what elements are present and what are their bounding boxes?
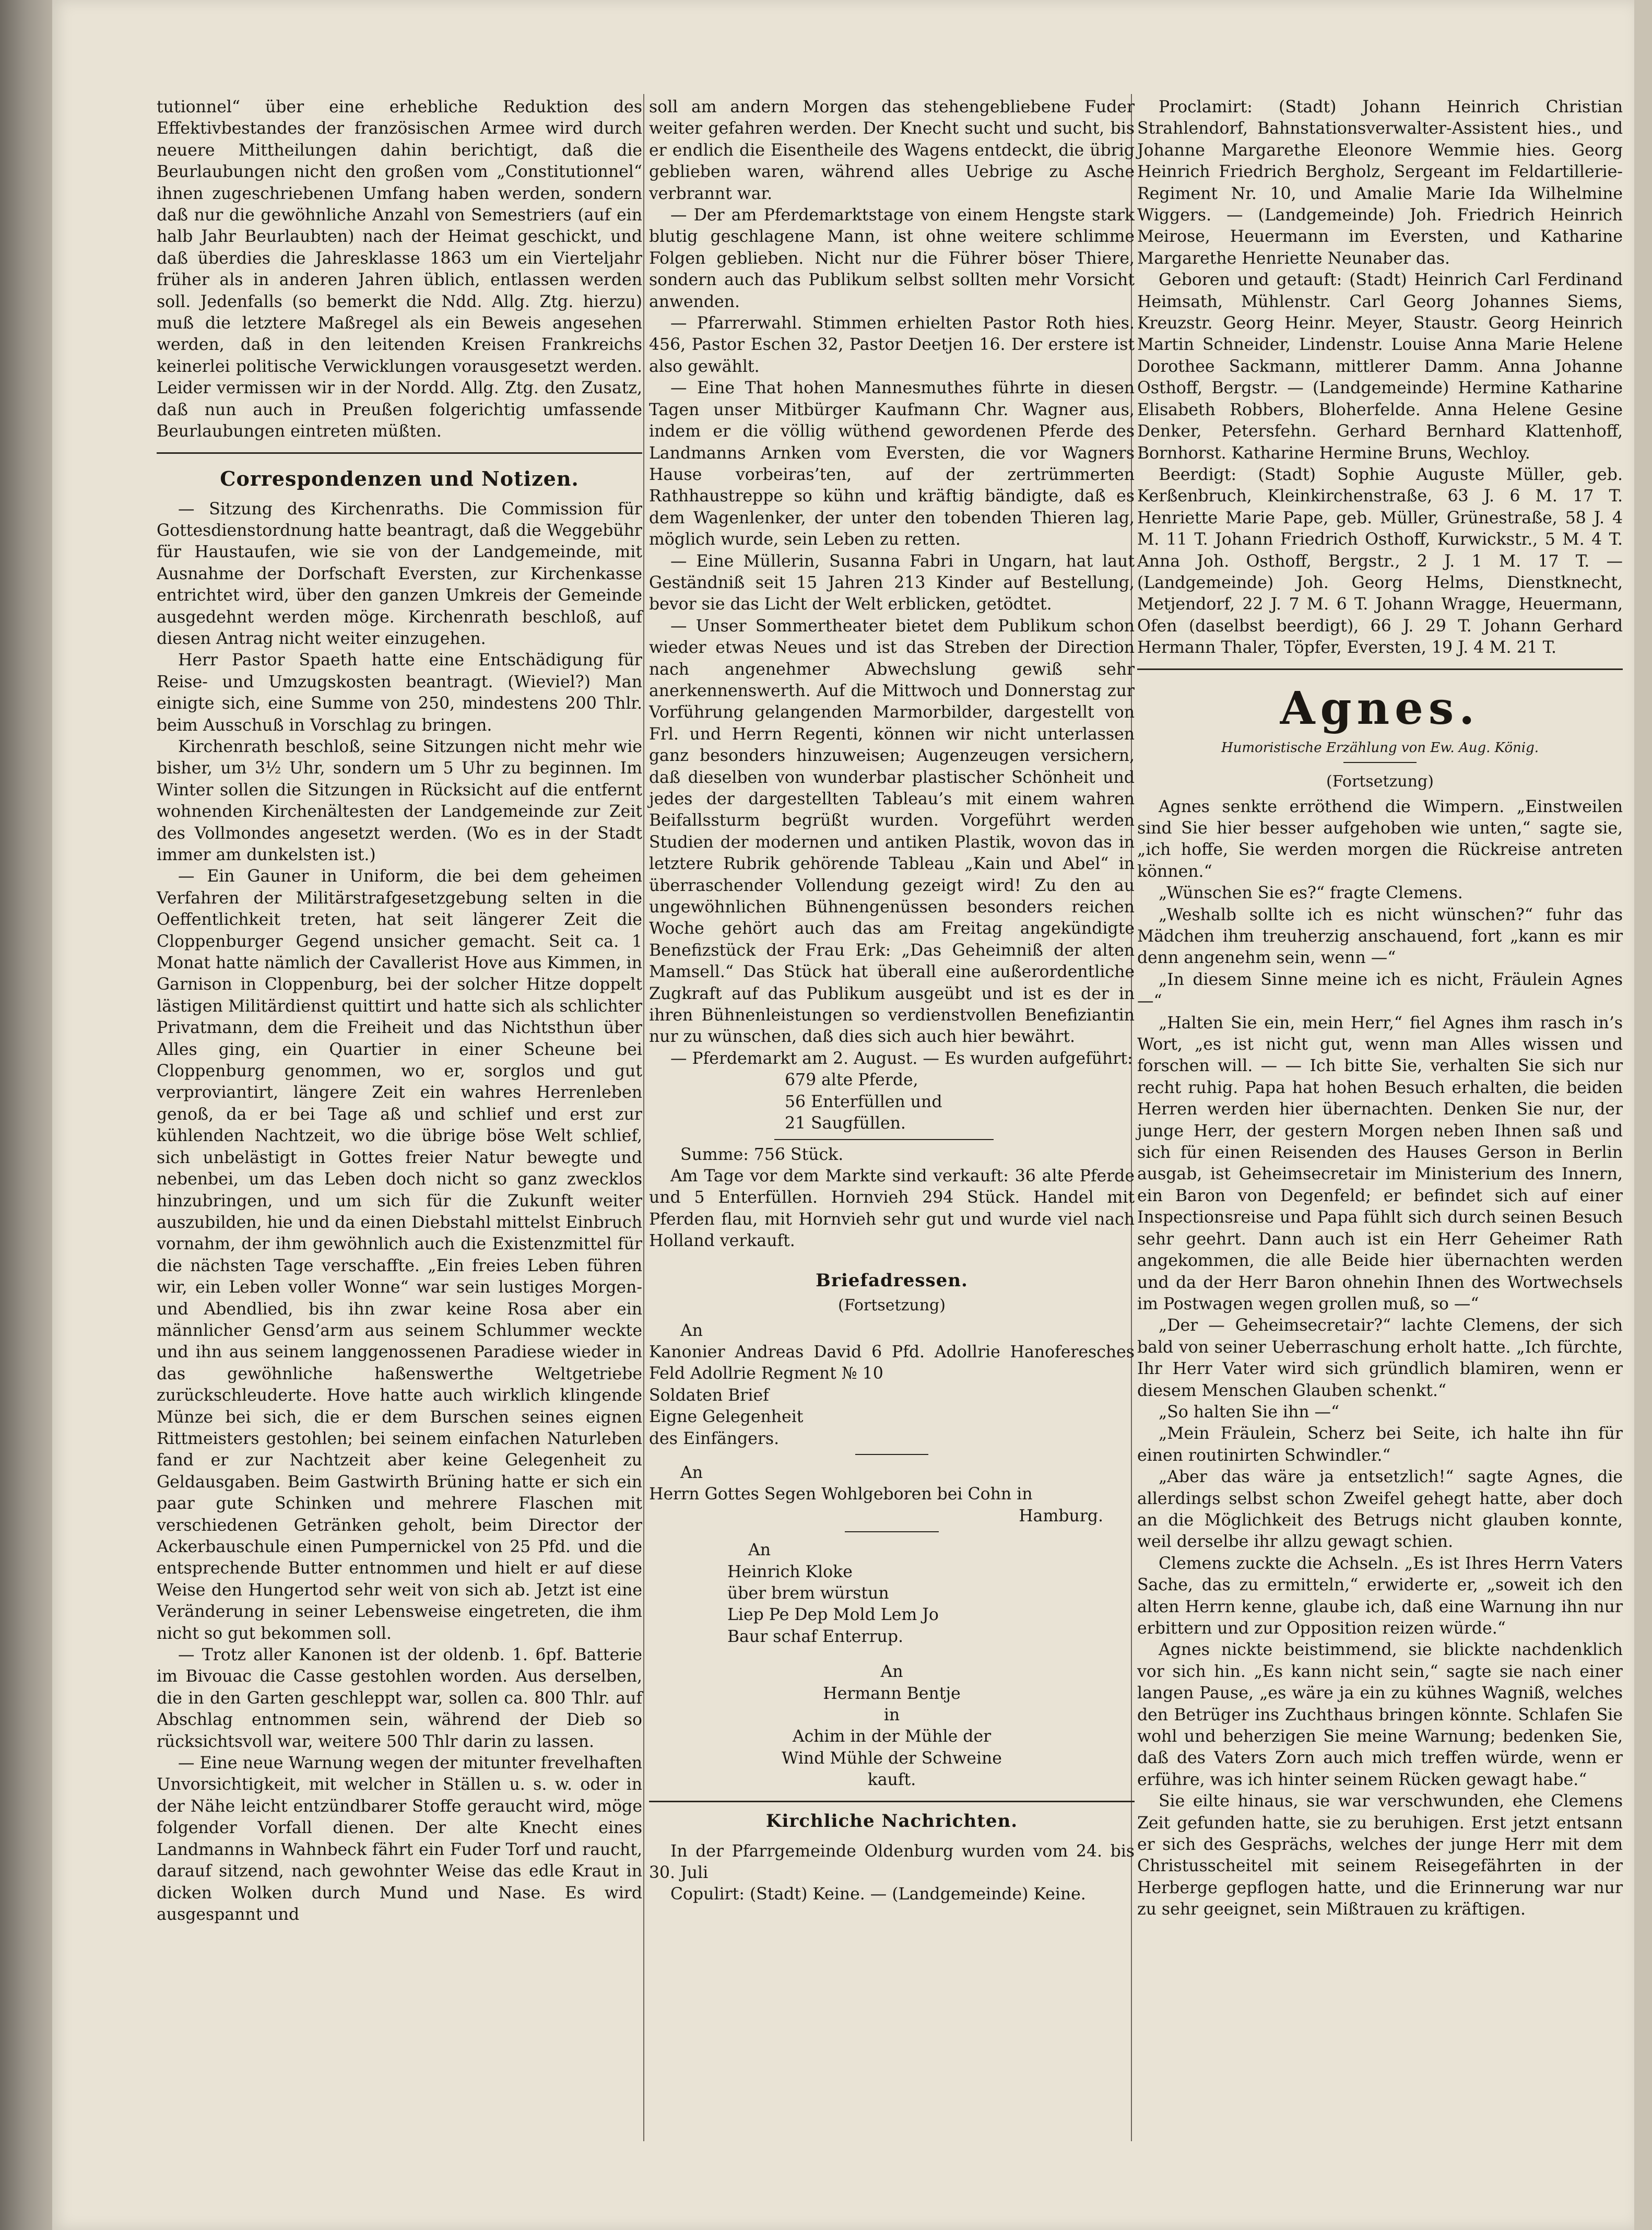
- address-line: Baur schaf Enterrup.: [727, 1627, 903, 1646]
- notice-wagner: — Eine That hohen Mannesmuthes führte in diesen Tagen unser Mitbürger Kaufmann Chr. Wagner aus, indem er die völlig wüthend gewordenen Pferde des Landmanns Arnken vom Eversten, die vor Wagners Hause vorbeiras’ten, auf der zertrümmerten Rathhaustreppe so kühn und kräftig bändigte, daß es dem Wagenlenker, der unter den tobenden Thieren lag, möglich wurde, sein Leben zu retten.: [649, 379, 1135, 549]
- address-block-2: [649, 1462, 1135, 1527]
- market-list: [649, 1070, 1135, 1134]
- address-block-3: [649, 1540, 1135, 1648]
- story-paragraph: „Der — Geheimsecretair?“ lachte Clemens, der sich bald von seiner Ueberraschung erholt hatte. „Ich fürchte, Ihr Herr Vater wird sich gründlich blamiren, wenn er diesem Menschen Glauben schenkt.“: [1137, 1316, 1623, 1400]
- notice-gauner: — Ein Gauner in Uniform, die bei dem geheimen Verfahren der Militärstrafgesetzgebung selten in die Oeffentlichkeit treten, hat seit längerer Zeit die Cloppenburger Gegend unsicher gemacht. Seit ca. 1 Monat hatte nämlich der Cavallerist Hove aus Kimmen, in Garnison in Cloppenburg, bei der solcher Hitze doppelt lästigen Militärdienst quittirt und hatte sich als schlichter Privatmann, dem die Freiheit und das Nichtsthun über Alles ging, ein Quartier in einer Scheune bei Cloppenburg genommen, wo er, sorglos und gut verproviantirt, längere Zeit ein wahres Herrenleben genoß, da er bei Tage aß und schlief und erst zur kühlenden Nachtzeit, wo die übrige böse Welt schlief, sich unbelästigt in Gottes freier Natur bewegte und nebenbei, um das Leben doch nicht so ganz zwecklos hinzubringen, und um sich für die Zukunft weiter auszubilden, hie und da einen Diebstahl mittelst Einbruch vornahm, der ihm gewöhnlich auch die Existenzmittel für die nächsten Tage verschaffte. „Ein freies Leben führen wir, ein Leben voller Wonne“ war sein lustiges Morgen- und Abendlied, bis ihn zwar keine Rosa aber ein männlicher Gensd’arm aus seinem Schlummer weckte und ihn aus seinem langgenossenen Paradiese wieder in das gewöhnliche haßenswerthe Weltgetriebe zurückschleuderte. Hove hatte auch wirklich klingende Münze bei sich, die er dem Burschen seines eignen Rittmeisters gestohlen; bei seinem einfachen Naturleben fand er zur Nachtzeit aber keine Gelegenheit zu Geldausgaben. Beim Gastwirth Brüning hatte er sich ein paar gute Schinken und mehrere Flaschen mit verschiedenen Getränken geholt, beim Director der Ackerbauschule einen Pumpernickel von 25 Pfd. und die entsprechende Butter entnommen und hielt er auf diese Weise den Hungertod sehr weit von sich ab. Jetzt ist eine Veränderung in seiner Lebensweise eingetreten, die ihm nicht so gut bekommen soll.: [157, 867, 642, 1643]
- beerdigt: Beerdigt: (Stadt) Sophie Auguste Müller, geb. Kerßenbruch, Kleinkirchenstraße, 63 J. 6 M. 17 T. Henriette Marie Pape, geb. Müller, Grünestraße, 58 J. 4 M. 11 T. Johann Friedrich Osthoff, Kurwickstr., 5 M. 4 T. Anna Joh. Osthoff, Bergstr., 2 J. 1 M. 17 T. — (Landgemeinde) Joh. Georg Helms, Dienstknecht, Metjendorf, 22 J. 7 M. 6 T. Johann Wragge, Heuermann, Ofen (daselbst beerdigt), 66 J. 29 T. Johann Gerhard Hermann Thaler, Töpfer, Eversten, 19 J. 4 M. 21 T.: [1137, 465, 1623, 658]
- address-line: Eigne Gelegenheit: [649, 1407, 804, 1427]
- address-line: An: [880, 1662, 903, 1682]
- section-rule: [1137, 668, 1623, 670]
- story-paragraph: Sie eilte hinaus, sie war verschwunden, ehe Clemens Zeit gefunden hatte, sie zu beruhigen. Erst jetzt entsann er sich des Gesprächs, welches der junge Herr mit dem Christusscheitel mit seinem Reisegefährten in der Herberge gepflogen hatte, und die Erinnerung war nur zu sehr geeignet, sein Mißtrauen zu kräftigen.: [1137, 1792, 1623, 1919]
- story-paragraph: „Halten Sie ein, mein Herr,“ fiel Agnes ihm rasch in’s Wort, „es ist nicht gut, wenn man Alles wissen und forschen will. — — Ich bitte Sie, verhalten Sie sich nur recht ruhig. Papa hat hohen Besuch erhalten, die beiden Herren werden hier übernachten. Denken Sie nur, der junge Herr, der gestern Morgen neben Ihnen saß und sich für einen Reisenden des Hauses Gerson in Berlin ausgab, ist Geheimsecretair im Ministerium des Innern, ein Baron von Degenfeld; er befindet sich auf einer Inspectionsreise und Papa fühlt sich durch seinen Besuch sehr geehrt. Dann auch ist ein Herr Geheimer Rath angekommen, die alle Beide hier übernachten werden und da der Herr Baron ohnehin Ihnen des Wortwechsels im Postwagen wegen grollen muß, so —“: [1137, 1013, 1623, 1313]
- address-line: Kanonier Andreas David 6 Pfd. Adollrie Hanoferesches Feld Adollrie Regment № 10: [649, 1342, 1135, 1383]
- heading-kirchliche-nachrichten: Kirchliche Nachrichten.: [765, 1810, 1018, 1832]
- story-paragraph: „Wünschen Sie es?“ fragte Clemens.: [1158, 884, 1463, 903]
- notice-muellerin: — Eine Müllerin, Susanna Fabri in Ungarn, hat laut Geständniß seit 15 Jahren 213 Kinder auf Bestellung, bevor sie das Licht der Welt erblicken, getödtet.: [649, 551, 1135, 614]
- notice-kanonen: — Trotz aller Kanonen ist der oldenb. 1. 6pf. Batterie im Bivouac die Casse gestohlen worden. Aus derselben, die in den Garten geschleppt war, sollen ca. 800 Thlr. auf Abschlag entnommen sein, während der Dieb so rücksichtsvoll war, weitere 500 Thlr darin zu lassen.: [157, 1646, 642, 1751]
- article-continuation: tutionnel“ über eine erhebliche Reduktion des Effektivbestandes der französischen Armee wird durch neuere Mittheilungen dahin berichtigt, daß die Beurlaubungen nicht den großen vom „Constitutionnel“ ihnen zugeschriebenen Umfang haben werden, sondern daß nur die gewöhnliche Anzahl von Semestriers (auf ein halb Jahr Beurlaubten) nach der Heimat geschickt, und daß überdies die Jahresklasse 1863 um ein Vierteljahr früher als in anderen Jahren üblich, entlassen werden soll. Jedenfalls (so bemerkt die Ndd. Allg. Ztg. hierzu) muß die letztere Maßregel als ein Beweis angesehen werden, daß in den leitenden Kreisen Frankreichs keinerlei politische Verwicklungen vorausgesetzt werden. Leider vermissen wir in der Nordd. Allg. Ztg. den Zusatz, daß nun auch in Preußen folgerichtig umfassende Beurlaubungen eintreten müßten.: [157, 98, 642, 441]
- story-title: Agnes.: [1280, 682, 1480, 735]
- market-sum: Summe: 756 Stück.: [680, 1145, 844, 1164]
- address-line: Hamburg.: [1019, 1506, 1103, 1525]
- notice-fuder-continuation: soll am andern Morgen das stehengebliebene Fuder weiter gefahren werden. Der Knecht sucht und sucht, bis er endlich die Eisentheile des Wagens entdeckt, die übrig geblieben waren, während alles Uebrige zu Asche verbrannt war.: [649, 98, 1135, 203]
- address-line: Wind Mühle der Schweine: [782, 1748, 1002, 1768]
- story-paragraph: Agnes senkte erröthend die Wimpern. „Einstweilen sind Sie hier besser aufgehoben wie unten,“ sagte sie, „ich hoffe, Sie werden morgen die Rückreise antreten können.“: [1137, 797, 1623, 881]
- address-line: Liep Pe Dep Mold Lem Jo: [727, 1605, 939, 1625]
- address-line: An: [680, 1463, 703, 1482]
- address-rule: [855, 1454, 928, 1455]
- story-paragraph: „Aber das wäre ja entsetzlich!“ sagte Agnes, die allerdings selbst schon Zweifel gehegt hatte, aber doch an die Möglichkeit des Betrugs nicht glauben konnte, weil derselbe ihr allzu gewagt schien.: [1137, 1468, 1623, 1552]
- address-line: in: [883, 1706, 900, 1725]
- column-3: [1137, 97, 1623, 1921]
- address-line: Hermann Bentje: [823, 1684, 961, 1703]
- story-paragraph: Agnes nickte beistimmend, sie blickte nachdenklich vor sich hin. „Es kann nicht sein,“ sagte sie nach einer langen Pause, „es wäre ja ein zu kühnes Wagniß, welches den Betrüger ins Zuchthaus bringen könnte. Schlafen Sie wohl und beherzigen Sie meine Warnung; bedenken Sie, daß des Vaters Zorn auch mich treffen würde, wenn er erführe, was ich hinter seinem Rücken gewagt habe.“: [1137, 1640, 1623, 1789]
- address-line: Herrn Gottes Segen Wohlgeboren bei Cohn in: [649, 1485, 1033, 1504]
- notice-warnung: — Eine neue Warnung wegen der mitunter frevelhaften Unvorsichtigkeit, mit welcher in Ställen u. s. w. oder in der Nähe leicht entzündbarer Stoffe geraucht wird, möge folgender Vorfall dienen. Der alte Knecht eines Landmanns in Wahnbeck fährt ein Fuder Torf und raucht, darauf sitzend, nach gewohnter Weise das edle Kraut in dicken Wolken durch Mund und Nase. Es wird ausgespannt und: [157, 1754, 642, 1924]
- story-paragraph: „Weshalb sollte ich es nicht wünschen?“ fuhr das Mädchen ihm treuherzig anschauend, fort „kann es mir denn angenehm sein, wenn —“: [1137, 905, 1623, 968]
- section-rule: [157, 452, 642, 454]
- address-line: Soldaten Brief: [649, 1386, 769, 1405]
- address-block-1: [649, 1320, 1135, 1450]
- address-rule: [845, 1531, 939, 1532]
- address-line: An: [680, 1321, 703, 1340]
- story-paragraph: „Mein Fräulein, Scherz bei Seite, ich halte ihn für einen routinirten Schwindler.“: [1137, 1424, 1623, 1465]
- heading-briefadressen: Briefadressen.: [816, 1270, 968, 1291]
- proclamirt: Proclamirt: (Stadt) Johann Heinrich Christian Strahlendorf, Bahnstationsverwalter-Assistent hies., und Johanne Margarethe Eleonore Wemmie hies. Georg Heinrich Friedrich Bergholz, Sergeant im Feldartillerie-Regiment Nr. 10, und Amalie Marie Ida Wilhelmine Wiggers. — (Landgemeinde) Joh. Friedrich Heinrich Meirose, Heuermann im Eversten, und Katharine Margarethe Henriette Neunaber das.: [1137, 98, 1623, 268]
- book-binding-edge: [0, 0, 52, 2230]
- story-paragraph: „In diesem Sinne meine ich es nicht, Fräulein Agnes —“: [1137, 970, 1623, 1011]
- story-subtitle: Humoristische Erzählung von Ew. Aug. König.: [1221, 740, 1539, 756]
- notice-hengste: — Der am Pferdemarktstage von einem Hengste stark blutig geschlagene Mann, ist ohne weitere schlimme Folgen geblieben. Nicht nur die Führer böser Thiere, sondern auch das Publikum selbst sollten mehr Vorsicht anwenden.: [649, 206, 1135, 311]
- column-2: [649, 97, 1135, 1906]
- title-rule: [1343, 762, 1417, 763]
- section-rule: [649, 1801, 1135, 1802]
- kirchlich-copulirt: Copulirt: (Stadt) Keine. — (Landgemeinde) Keine.: [670, 1885, 1086, 1904]
- notice-sitzungen: Kirchenrath beschloß, seine Sitzungen nicht mehr wie bisher, um 3½ Uhr, sondern um 5 Uhr zu beginnen. Im Winter sollen die Sitzungen in Rücksicht auf die entfernt wohnenden Kirchenältesten der Landgemeinde zur Zeit des Vollmondes angesetzt werden. (Wo es in der Stadt immer am dunkelsten ist.): [157, 737, 642, 864]
- address-line: An: [748, 1541, 771, 1560]
- address-line: Heinrich Kloke: [727, 1562, 853, 1581]
- notice-sommertheater: — Unser Sommertheater bietet dem Publikum schon wieder etwas Neues und ist das Streben der Direction nach angenehmer Abwechslung gewiß sehr anerkennenswerth. Auf die Mittwoch und Donnerstag zur Vorführung gelangenden Marmorbilder, dargestellt von Frl. und Herrn Regenti, können wir nicht unterlassen ganz besonders hinzuweisen; Augenzeugen versichern, daß dieselben von wunderbar plastischer Schönheit und jedes der dargestellten Tableau’s mit einem wahren Beifallssturm begrüßt wurden. Vorgeführt werden Studien der modernen und antiken Plastik, wovon das in letztere Rubrik gehörende Tableau „Kain und Abel“ in überraschender Vollendung gezeigt wird! Zu den au ungewöhnlichen Bühnengenüssen besonders reichen Woche gehört auch das am Freitag angekündigte Benefizstück der Frau Erk: „Das Geheimniß der alten Mamsell.“ Das Stück hat überall eine außerordentliche Zugkraft auf das Publikum ausgeübt und ist es der in ihren Bühnenleistungen so verdienstvollen Benefiziantin nur zu wünschen, daß dies sich auch hier bewährt.: [649, 616, 1135, 1047]
- briefadressen-continuation: (Fortsetzung): [838, 1296, 946, 1314]
- section-heading-correspondenzen: Correspondenzen und Notizen.: [220, 466, 579, 490]
- notice-pferdemarkt: — Pferdemarkt am 2. August. — Es wurden aufgeführt:: [670, 1049, 1133, 1068]
- notice-kirchenrath: — Sitzung des Kirchenraths. Die Commission für Gottesdienstordnung hatte beantragt, daß die Weggebühr für Haustaufen, wie sie von der Landgemeinde, mit Ausnahme der Dorfschaft Eversten, zur Kirchenkasse entrichtet wird, über den ganzen Umkreis der Gemeinde ausgedehnt werden möge. Kirchenrath beschloß, auf diesen Antrag nicht weiter einzugehen.: [157, 499, 642, 648]
- sum-rule: [774, 1139, 994, 1140]
- kirchlich-intro: In der Pfarrgemeinde Oldenburg wurden vom 24. bis 30. Juli: [649, 1841, 1135, 1883]
- story-continuation: (Fortsetzung): [1326, 772, 1434, 791]
- notice-pfarrerwahl: — Pfarrerwahl. Stimmen erhielten Pastor Roth hies. 456, Pastor Eschen 32, Pastor Deetjen 16. Der erstere ist also gewählt.: [649, 314, 1135, 376]
- market-item: 56 Enterfüllen und: [785, 1092, 942, 1111]
- column-1: [157, 97, 642, 1926]
- market-item: 21 Saugfüllen.: [785, 1114, 906, 1133]
- notice-vortag: Am Tage vor dem Markte sind verkauft: 36 alte Pferde und 5 Enterfüllen. Hornvieh 294 Stück. Handel mit Pferden flau, mit Hornvieh sehr gut und wurde viel nach Holland verkauft.: [649, 1166, 1135, 1251]
- address-line: über brem würstun: [727, 1584, 889, 1603]
- address-block-4: [649, 1661, 1135, 1791]
- market-item: 679 alte Pferde,: [785, 1071, 918, 1090]
- address-line: des Einfängers.: [649, 1429, 780, 1448]
- address-line: kauft.: [867, 1770, 916, 1790]
- notice-pastor-spaeth: Herr Pastor Spaeth hatte eine Entschädigung für Reise- und Umzugskosten beantragt. (Wieviel?) Man einigte sich, eine Summe von 250, mindestens 200 Thlr. beim Ausschuß in Vorschlag zu bringen.: [157, 651, 642, 735]
- story-paragraph: Clemens zuckte die Achseln. „Es ist Ihres Herrn Vaters Sache, das zu ermitteln,“ erwiderte er, „soweit ich den alten Herrn kenne, glaube ich, daß eine Warnung ihn nur erbittern und zur Opposition reizen würde.“: [1137, 1554, 1623, 1638]
- column-divider-1: [643, 94, 644, 2141]
- geboren-getauft: Geboren und getauft: (Stadt) Heinrich Carl Ferdinand Heimsath, Mühlenstr. Carl Georg Johannes Siems, Kreuzstr. Georg Heinr. Meyer, Staustr. Georg Heinrich Martin Schneider, Lindenstr. Louise Anna Marie Helene Dorothee Sackmann, mittlerer Damm. Anna Johanne Osthoff, Bergstr. — (Landgemeinde) Hermine Katharine Elisabeth Robbers, Bloherfelde. Anna Helene Gesine Denker, Petersfehn. Gerhard Bernhard Klattenhoff, Bornhorst. Katharine Hermine Bruns, Wechloy.: [1137, 271, 1623, 463]
- story-paragraph: „So halten Sie ihn —“: [1158, 1402, 1340, 1422]
- address-line: Achim in der Mühle der: [792, 1727, 992, 1746]
